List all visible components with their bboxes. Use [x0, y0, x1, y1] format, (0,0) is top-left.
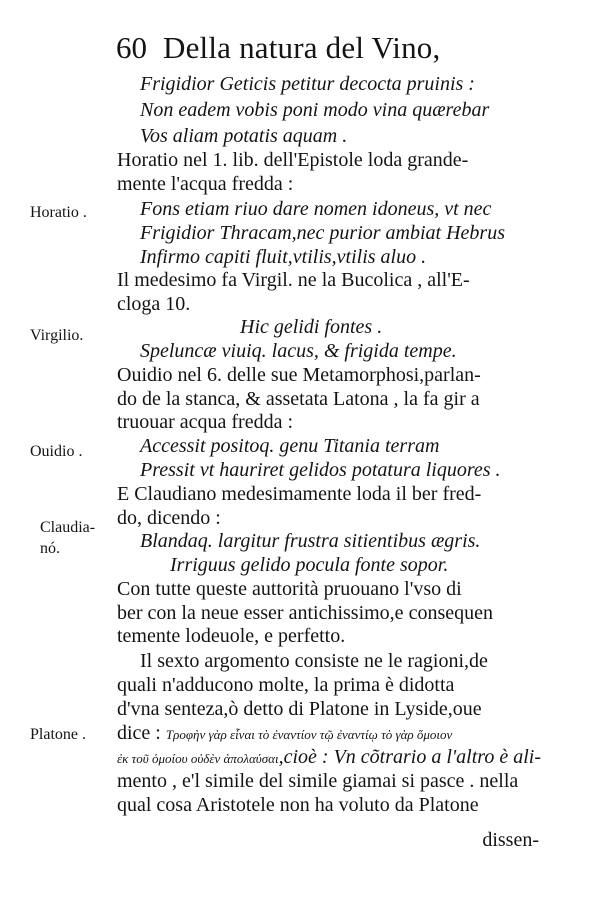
margin-note: Claudia-: [40, 519, 96, 536]
margin-note: Virgilio.: [30, 327, 84, 344]
text-line: Frigidior Thracam,nec purior ambiat Hebrus: [140, 222, 505, 244]
running-title: Della natura del Vino,: [163, 30, 441, 65]
margin-note: Platone .: [30, 726, 86, 743]
margin-note: nó.: [40, 540, 60, 557]
text-line: Ouidio nel 6. delle sue Metamorphosi,parlan-: [117, 364, 481, 386]
text-line: [117, 721, 452, 747]
greek-quotation: Τροφὴν γὰρ εἶναι τὸ ἐναντίον τῷ ἐναντίῳ τὸ γὰρ ὅμοιον: [165, 727, 453, 742]
text-segment: ,cioè : Vn cõtrario a l'altro è ali-: [278, 746, 541, 768]
text-line: Con tutte queste auttorità pruouano l'vso di: [117, 578, 462, 600]
text-line: Frigidior Geticis petitur decocta pruinis :: [140, 73, 475, 95]
text-line: Speluncæ viuiq. lacus, & frigida tempe.: [140, 340, 457, 362]
margin-note: Horatio .: [30, 204, 87, 221]
text-line: temente lodeuole, e perfetto.: [117, 625, 346, 647]
running-header: [116, 30, 440, 70]
text-line: Fons etiam riuo dare nomen idoneus, vt nec: [140, 198, 492, 220]
text-line: cloga 10.: [117, 293, 191, 315]
text-line: Hic gelidi fontes .: [240, 316, 383, 338]
text-line: ber con la neue esser antichissimo,e consequen: [117, 602, 493, 624]
text-line: Horatio nel 1. lib. dell'Epistole loda grande-: [117, 149, 469, 171]
text-line: do, dicendo :: [117, 507, 221, 529]
text-line: Infirmo capiti fluit,vtilis,vtilis aluo .: [140, 246, 427, 268]
text-line: do de la stanca, & assetata Latona , la fa gir a: [117, 388, 480, 410]
text-line: Accessit positoq. genu Titania terram: [140, 435, 440, 457]
text-line: truouar acqua fredda :: [117, 411, 294, 433]
text-line: qual cosa Aristotele non ha voluto da Platone: [117, 794, 479, 816]
text-segment: dice :: [117, 722, 166, 744]
text-line: d'vna senteza,ò detto di Platone in Lyside,oue: [117, 698, 482, 720]
catchword: dissen-: [482, 829, 539, 851]
margin-note: Ouidio .: [30, 443, 83, 460]
greek-quotation: ἐκ τοῦ ὁμοίου οὐδὲν ἀπολαύσαι: [117, 751, 279, 766]
text-line: [117, 745, 541, 771]
text-line: Blandaq. largitur frustra sitientibus ægris.: [140, 530, 481, 552]
text-line: mente l'acqua fredda :: [117, 173, 294, 195]
text-line: Pressit vt hauriret gelidos potatura liquores .: [140, 459, 501, 481]
text-line: E Claudiano medesimamente loda il ber fred-: [117, 483, 482, 505]
text-line: Il medesimo fa Virgil. ne la Bucolica , all'E-: [117, 269, 470, 291]
text-line: Il sexto argomento consiste ne le ragioni,de: [140, 650, 488, 672]
page-number: 60: [116, 30, 147, 65]
text-line: Non eadem vobis poni modo vina quærebar: [140, 99, 490, 121]
text-line: quali n'adducono molte, la prima è didotta: [117, 674, 455, 696]
text-line: Irriguus gelido pocula fonte sopor.: [170, 554, 449, 576]
text-line: mento , e'l simile del simile giamai si pasce . nella: [117, 770, 519, 792]
text-line: Vos aliam potatis aquam .: [140, 125, 348, 147]
